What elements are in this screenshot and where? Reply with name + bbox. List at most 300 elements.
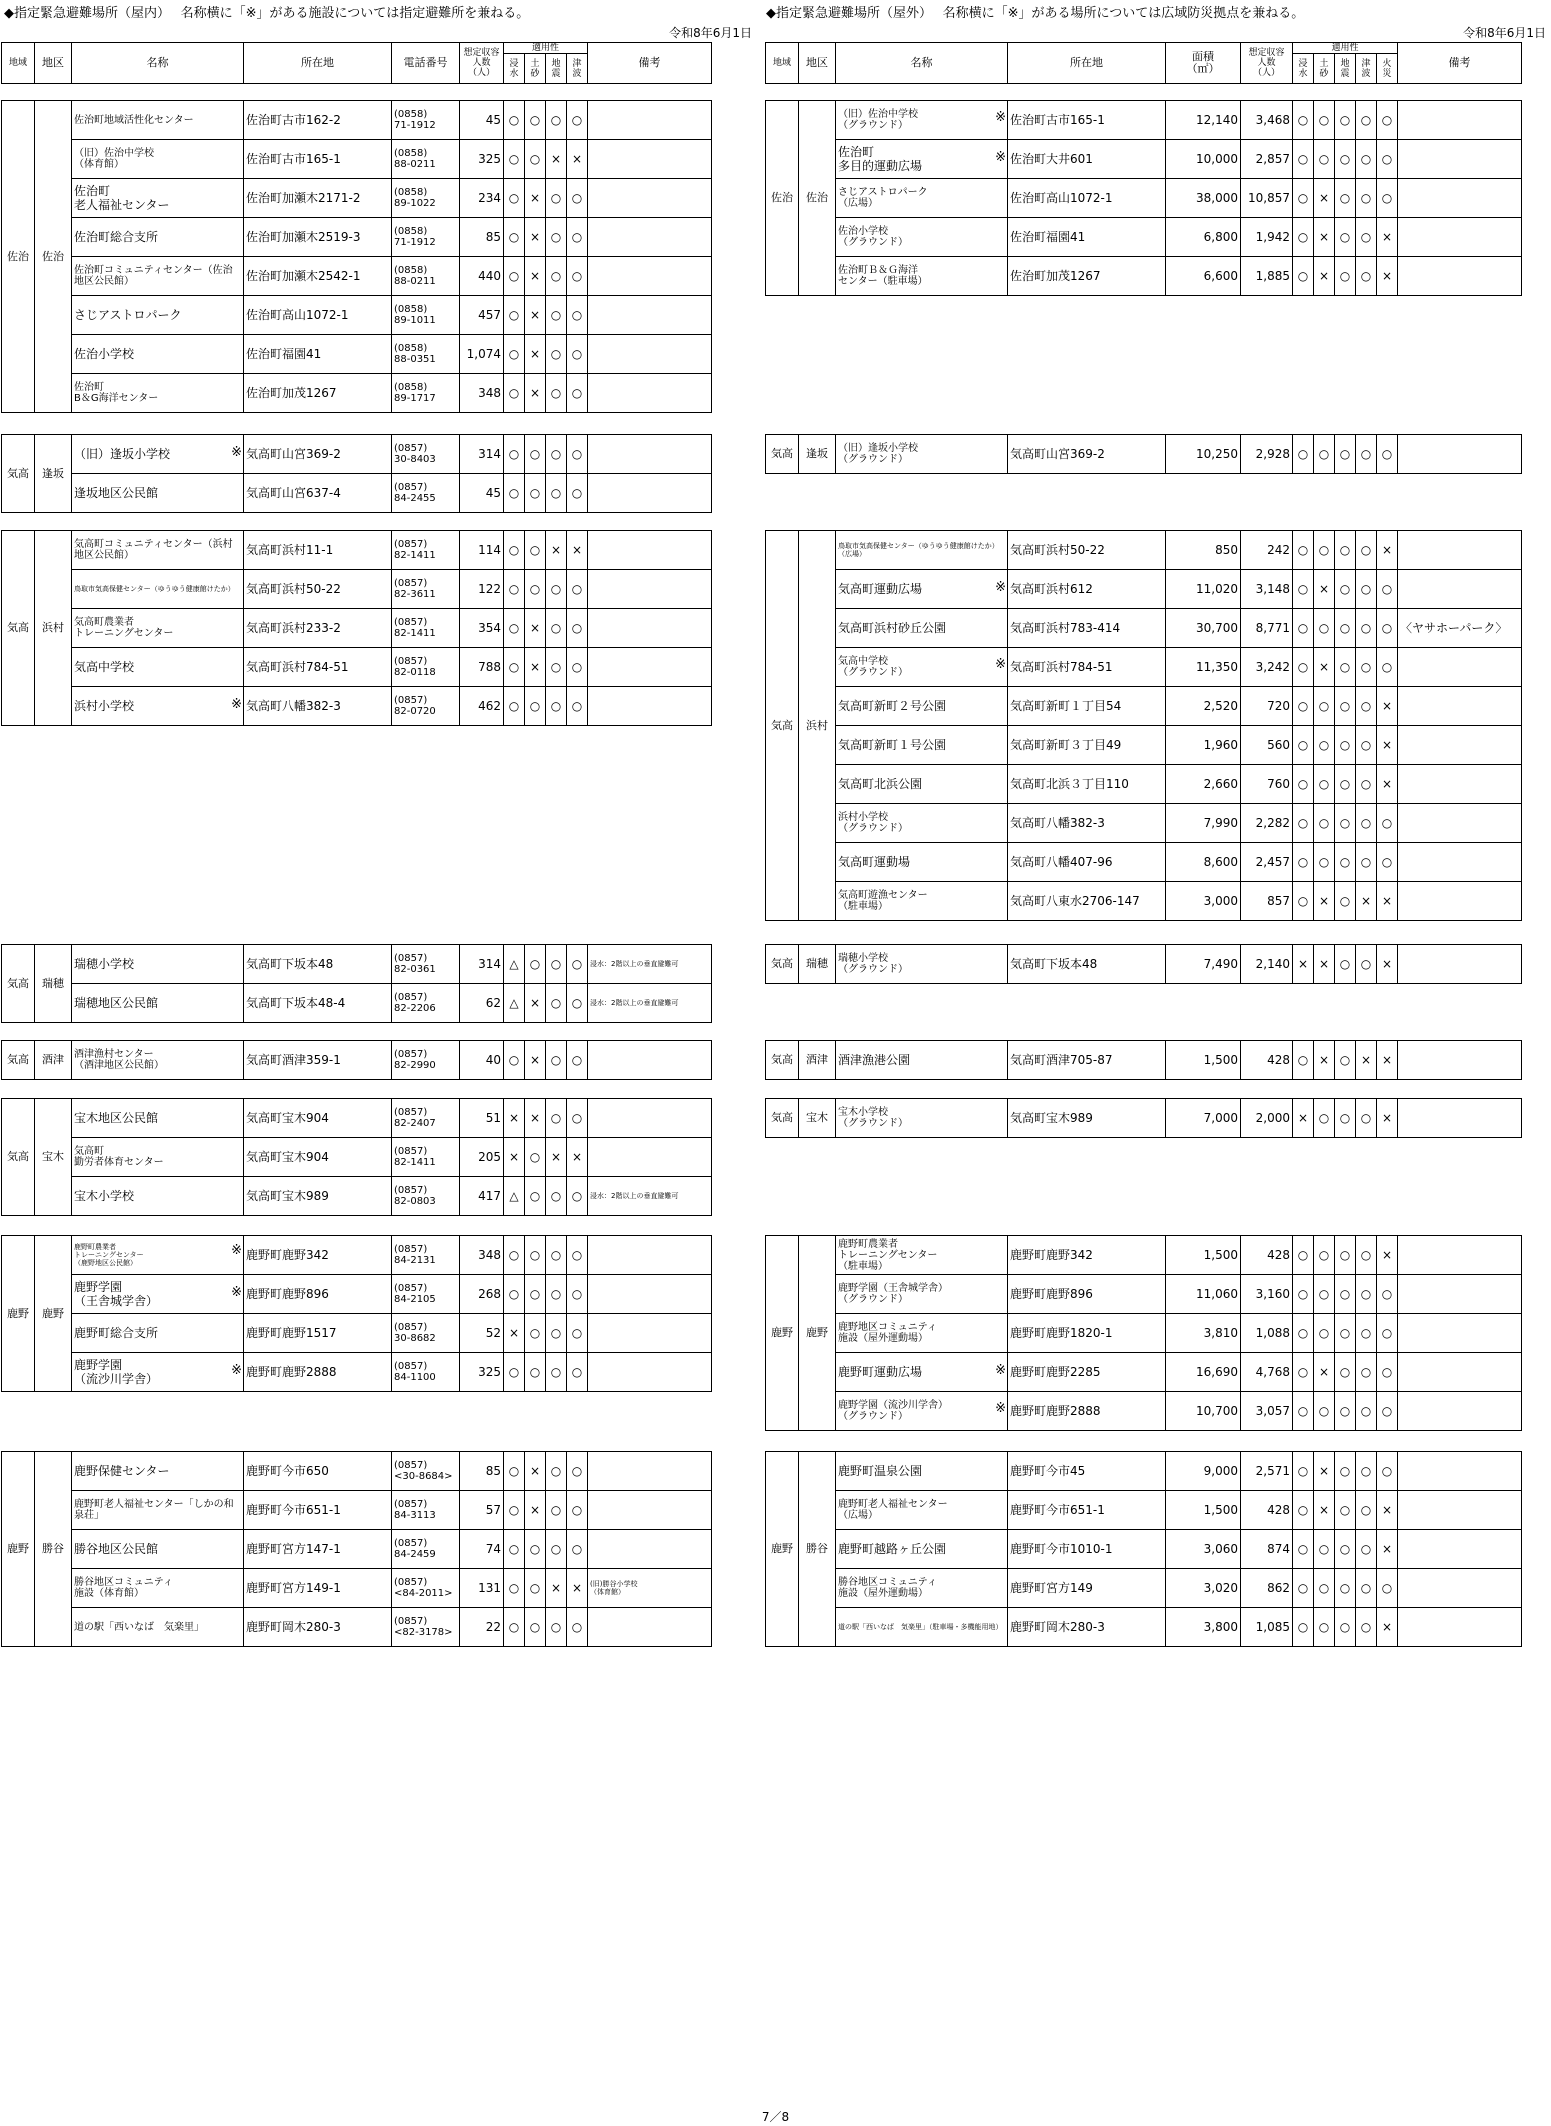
suitability-tsu: ○ — [1356, 101, 1377, 140]
table-row — [2, 648, 712, 687]
header-suitability: 適用性 — [1293, 43, 1398, 54]
address-cell: 鹿野町鹿野896 — [244, 1275, 392, 1314]
suitability-tsu: ○ — [1356, 726, 1377, 765]
suitability-land: ○ — [1314, 1275, 1335, 1314]
facility-name — [836, 1530, 1008, 1569]
remarks-cell — [1398, 435, 1522, 474]
facility-name-text: 鹿野町越路ヶ丘公園 — [838, 1542, 947, 1556]
area-cell: 6,800 — [1166, 218, 1241, 257]
shelter-mark: ※ — [995, 657, 1006, 672]
suitability-flood: ○ — [504, 474, 525, 513]
suitability-flood: △ — [504, 1177, 525, 1216]
phone-cell: (0858) 88-0211 — [392, 140, 460, 179]
suitability-fire: × — [1377, 257, 1398, 296]
facility-name — [836, 843, 1008, 882]
remarks-cell: 浸水：2階以上の垂直避難可 — [588, 984, 712, 1023]
capacity-cell: 457 — [460, 296, 504, 335]
table-row — [766, 1275, 1522, 1314]
suitability-tsu: × — [567, 140, 588, 179]
header-area: 面積 （㎡） — [1166, 43, 1241, 84]
suitability-flood: ○ — [1293, 435, 1314, 474]
remarks-cell — [588, 257, 712, 296]
table-row — [2, 101, 712, 140]
remarks-cell — [1398, 945, 1522, 984]
suitability-fire: ○ — [1377, 1452, 1398, 1491]
phone-cell: (0858) 89-1717 — [392, 374, 460, 413]
facility-name-text: 鹿野町運動広場 — [838, 1365, 923, 1379]
suitability-flood: ○ — [1293, 843, 1314, 882]
phone-cell: (0857) 84-1100 — [392, 1353, 460, 1392]
capacity-cell: 85 — [460, 218, 504, 257]
shelter-mark: ※ — [995, 580, 1006, 595]
region-cell: 気高 — [766, 435, 799, 474]
capacity-cell: 2,457 — [1241, 843, 1293, 882]
facility-name-text: （旧）逢坂小学校 （グラウンド） — [838, 443, 918, 465]
suitability-eq: ○ — [1335, 882, 1356, 921]
suitability-land: ○ — [525, 140, 546, 179]
suitability-tsu: ○ — [1356, 945, 1377, 984]
suitability-land: ○ — [525, 1138, 546, 1177]
suitability-tsu: ○ — [1356, 140, 1377, 179]
shelter-mark: ※ — [231, 445, 242, 460]
suitability-eq: ○ — [1335, 257, 1356, 296]
remarks-cell — [588, 179, 712, 218]
table-row — [2, 570, 712, 609]
table-row — [766, 1392, 1522, 1431]
suitability-flood: ○ — [1293, 726, 1314, 765]
suitability-eq: ○ — [546, 687, 567, 726]
remarks-cell — [1398, 648, 1522, 687]
header-address: 所在地 — [244, 43, 392, 84]
area-cell: 850 — [1166, 531, 1241, 570]
district-cell: 浜村 — [35, 531, 72, 726]
suitability-eq: ○ — [1335, 1099, 1356, 1138]
facility-name-text: 鹿野学園 （王舎城学舎） — [74, 1280, 159, 1308]
facility-name — [72, 335, 244, 374]
suitability-flood: ○ — [1293, 257, 1314, 296]
suitability-fire: × — [1377, 1099, 1398, 1138]
capacity-cell: 1,085 — [1241, 1608, 1293, 1647]
suitability-fire: × — [1377, 1608, 1398, 1647]
table-row — [766, 140, 1522, 179]
phone-cell: (0857) 30-8682 — [392, 1314, 460, 1353]
suitability-flood: ○ — [1293, 648, 1314, 687]
suitability-tsu: × — [567, 1138, 588, 1177]
facility-name-text: 道の駅「西いなば 気楽里」 — [74, 1621, 204, 1633]
phone-cell: (0857) 82-1411 — [392, 531, 460, 570]
remarks-cell — [1398, 257, 1522, 296]
address-cell: 気高町下坂本48 — [244, 945, 392, 984]
suitability-eq: ○ — [1335, 843, 1356, 882]
suitability-land: ○ — [1314, 531, 1335, 570]
capacity-cell: 3,468 — [1241, 101, 1293, 140]
suitability-eq: ○ — [546, 1275, 567, 1314]
suitability-eq: ○ — [1335, 1608, 1356, 1647]
remarks-cell — [1398, 1530, 1522, 1569]
suitability-flood: ○ — [504, 1353, 525, 1392]
facility-name-text: 酒津漁村センター （酒津地区公民館） — [74, 1049, 164, 1071]
remarks-cell — [588, 1491, 712, 1530]
suitability-flood: ○ — [1293, 882, 1314, 921]
facility-name-text: 気高町運動広場 — [838, 582, 923, 596]
header-chiiki: 地域 — [2, 43, 35, 84]
suitability-eq: ○ — [546, 1608, 567, 1647]
address-cell: 気高町八幡382-3 — [244, 687, 392, 726]
suitability-eq: ○ — [546, 1099, 567, 1138]
area-cell: 1,500 — [1166, 1491, 1241, 1530]
suitability-eq: × — [546, 531, 567, 570]
capacity-cell: 45 — [460, 101, 504, 140]
remarks-cell — [1398, 726, 1522, 765]
facility-name — [72, 1491, 244, 1530]
suitability-land: × — [1314, 1041, 1335, 1080]
table-row — [2, 1099, 712, 1138]
region-cell: 佐治 — [766, 101, 799, 296]
area-cell: 16,690 — [1166, 1353, 1241, 1392]
table-row — [766, 648, 1522, 687]
remarks-cell — [1398, 140, 1522, 179]
shelter-mark: ※ — [231, 1243, 242, 1258]
facility-name — [836, 218, 1008, 257]
facility-name-text: 佐治町Ｂ＆Ｇ海洋 センター（駐車場） — [838, 265, 928, 287]
facility-name-text: 勝谷地区コミュニティ 施設（体育館） — [74, 1577, 173, 1599]
facility-name — [836, 1041, 1008, 1080]
suitability-tsu: ○ — [1356, 218, 1377, 257]
header-remarks: 備考 — [588, 43, 712, 84]
capacity-cell: 57 — [460, 1491, 504, 1530]
remarks-cell — [1398, 1353, 1522, 1392]
table-row — [766, 1099, 1522, 1138]
capacity-cell: 234 — [460, 179, 504, 218]
suitability-flood: ○ — [504, 1608, 525, 1647]
suitability-flood: ○ — [1293, 1392, 1314, 1431]
capacity-cell: 131 — [460, 1569, 504, 1608]
table-row — [766, 1236, 1522, 1275]
address-cell: 鹿野町鹿野896 — [1008, 1275, 1166, 1314]
table-row — [766, 570, 1522, 609]
header-landslide: 土砂 — [1314, 54, 1335, 84]
area-cell: 1,960 — [1166, 726, 1241, 765]
suitability-tsu: ○ — [567, 945, 588, 984]
suitability-land: × — [1314, 1491, 1335, 1530]
suitability-fire: × — [1377, 882, 1398, 921]
suitability-tsu: ○ — [1356, 179, 1377, 218]
table-row — [766, 101, 1522, 140]
suitability-eq: ○ — [1335, 1530, 1356, 1569]
suitability-tsu: ○ — [567, 687, 588, 726]
address-cell: 気高町宝木904 — [244, 1138, 392, 1177]
suitability-eq: ○ — [1335, 218, 1356, 257]
facility-name-text: 浜村小学校 — [74, 699, 135, 713]
phone-cell: (0858) 89-1011 — [392, 296, 460, 335]
header-tsunami: 津波 — [567, 54, 588, 84]
remarks-cell — [588, 296, 712, 335]
facility-name-text: 気高町農業者 トレーニングセンター — [74, 617, 174, 639]
address-cell: 気高町宝木904 — [244, 1099, 392, 1138]
suitability-flood: ○ — [1293, 804, 1314, 843]
remarks-cell — [588, 1530, 712, 1569]
phone-cell: (0858) 71-1912 — [392, 218, 460, 257]
remarks-cell — [588, 218, 712, 257]
suitability-flood: ○ — [1293, 1608, 1314, 1647]
table-row — [766, 1353, 1522, 1392]
suitability-eq: ○ — [546, 945, 567, 984]
suitability-fire: ○ — [1377, 609, 1398, 648]
area-cell: 10,700 — [1166, 1392, 1241, 1431]
facility-name-text: 勝谷地区コミュニティ 施設（屋外運動場） — [838, 1577, 937, 1599]
table-row — [2, 1177, 712, 1216]
suitability-fire: ○ — [1377, 1392, 1398, 1431]
table-row — [766, 609, 1522, 648]
suitability-tsu: ○ — [567, 984, 588, 1023]
suitability-flood: ○ — [1293, 179, 1314, 218]
remarks-cell — [588, 1099, 712, 1138]
phone-cell: (0857) 82-1411 — [392, 609, 460, 648]
address-cell: 佐治町加茂1267 — [1008, 257, 1166, 296]
address-cell: 気高町八幡407-96 — [1008, 843, 1166, 882]
suitability-eq: ○ — [1335, 1353, 1356, 1392]
area-cell: 7,490 — [1166, 945, 1241, 984]
region-cell: 気高 — [766, 531, 799, 921]
suitability-land: × — [1314, 1353, 1335, 1392]
table-row — [2, 1236, 712, 1275]
facility-name — [72, 687, 244, 726]
suitability-flood: ○ — [1293, 1491, 1314, 1530]
suitability-land: × — [1314, 257, 1335, 296]
suitability-land: ○ — [1314, 1099, 1335, 1138]
suitability-land: ○ — [1314, 1314, 1335, 1353]
suitability-tsu: ○ — [567, 296, 588, 335]
remarks-cell — [1398, 687, 1522, 726]
region-cell: 鹿野 — [2, 1236, 35, 1392]
suitability-eq: × — [546, 140, 567, 179]
address-cell: 気高町酒津705-87 — [1008, 1041, 1166, 1080]
facility-name-text: 鹿野町老人福祉センター （広場） — [838, 1499, 948, 1521]
capacity-cell: 8,771 — [1241, 609, 1293, 648]
facility-name — [72, 648, 244, 687]
suitability-eq: ○ — [1335, 945, 1356, 984]
facility-name-text: 佐治町地域活性化センター — [74, 114, 194, 126]
capacity-cell: 45 — [460, 474, 504, 513]
suitability-tsu: ○ — [1356, 1099, 1377, 1138]
table-row — [2, 531, 712, 570]
phone-cell: (0857) 82-1411 — [392, 1138, 460, 1177]
capacity-cell: 40 — [460, 1041, 504, 1080]
facility-name — [836, 1275, 1008, 1314]
suitability-flood: ○ — [504, 1041, 525, 1080]
header-chiiki: 地域 — [766, 43, 799, 84]
suitability-flood: ○ — [1293, 1530, 1314, 1569]
outdoor-group-4 — [765, 1040, 1522, 1080]
address-cell: 鹿野町宮方149-1 — [244, 1569, 392, 1608]
suitability-land: × — [1314, 570, 1335, 609]
facility-name — [836, 765, 1008, 804]
area-cell: 10,000 — [1166, 140, 1241, 179]
outdoor-group-5 — [765, 1098, 1522, 1138]
remarks-cell — [1398, 179, 1522, 218]
remarks-cell — [1398, 1314, 1522, 1353]
suitability-tsu: ○ — [567, 609, 588, 648]
remarks-cell — [588, 435, 712, 474]
capacity-cell: 325 — [460, 1353, 504, 1392]
facility-name — [72, 435, 244, 474]
capacity-cell: 1,074 — [460, 335, 504, 374]
suitability-land: ○ — [525, 1177, 546, 1216]
suitability-land: × — [525, 1041, 546, 1080]
suitability-fire: ○ — [1377, 648, 1398, 687]
facility-name-text: 気高中学校 （グラウンド） — [838, 656, 908, 678]
suitability-fire: × — [1377, 687, 1398, 726]
suitability-flood: ○ — [504, 1236, 525, 1275]
suitability-eq: × — [546, 1569, 567, 1608]
suitability-tsu: ○ — [1356, 1314, 1377, 1353]
header-capacity: 想定収容 人数 （人） — [460, 43, 504, 84]
district-cell: 瑞穂 — [35, 945, 72, 1023]
suitability-flood: × — [504, 1138, 525, 1177]
facility-name — [72, 1569, 244, 1608]
suitability-land: × — [525, 335, 546, 374]
suitability-flood: ○ — [1293, 531, 1314, 570]
suitability-eq: ○ — [1335, 609, 1356, 648]
phone-cell: (0857) <82-3178> — [392, 1608, 460, 1647]
table-row — [766, 945, 1522, 984]
suitability-eq: ○ — [546, 1177, 567, 1216]
indoor-table-header — [1, 42, 712, 84]
suitability-tsu: ○ — [567, 474, 588, 513]
remarks-cell — [1398, 1041, 1522, 1080]
suitability-tsu: ○ — [1356, 257, 1377, 296]
address-cell: 気高町浜村612 — [1008, 570, 1166, 609]
facility-name-text: 鹿野町老人福祉センター「しかの和泉荘」 — [74, 1499, 234, 1521]
table-row — [766, 1608, 1522, 1647]
facility-name — [836, 945, 1008, 984]
facility-name-text: 鹿野町農業者 トレーニングセンター （鹿野地区公民館） — [74, 1243, 144, 1267]
area-cell: 38,000 — [1166, 179, 1241, 218]
suitability-tsu: ○ — [1356, 765, 1377, 804]
suitability-eq: ○ — [1335, 140, 1356, 179]
facility-name — [72, 257, 244, 296]
capacity-cell: 114 — [460, 531, 504, 570]
suitability-fire: × — [1377, 531, 1398, 570]
table-row — [766, 1491, 1522, 1530]
table-row — [766, 726, 1522, 765]
address-cell: 佐治町古市165-1 — [244, 140, 392, 179]
suitability-flood: ○ — [504, 140, 525, 179]
address-cell: 鹿野町鹿野342 — [1008, 1236, 1166, 1275]
facility-name — [836, 179, 1008, 218]
suitability-flood: ○ — [504, 335, 525, 374]
facility-name — [72, 1530, 244, 1569]
suitability-land: ○ — [1314, 435, 1335, 474]
area-cell: 30,700 — [1166, 609, 1241, 648]
region-cell: 気高 — [766, 1099, 799, 1138]
district-cell: 鹿野 — [35, 1236, 72, 1392]
address-cell: 鹿野町鹿野2888 — [1008, 1392, 1166, 1431]
facility-name-text: さじアストロパーク （広場） — [838, 187, 928, 209]
suitability-eq: ○ — [546, 1314, 567, 1353]
suitability-eq: ○ — [1335, 1314, 1356, 1353]
phone-cell: (0857) 82-0361 — [392, 945, 460, 984]
remarks-cell — [1398, 765, 1522, 804]
facility-name — [836, 531, 1008, 570]
area-cell: 10,250 — [1166, 435, 1241, 474]
table-row — [2, 335, 712, 374]
suitability-tsu: ○ — [567, 1314, 588, 1353]
capacity-cell: 314 — [460, 945, 504, 984]
outdoor-date: 令和8年6月1日 — [1463, 26, 1546, 40]
remarks-cell — [1398, 570, 1522, 609]
header-remarks: 備考 — [1398, 43, 1522, 84]
suitability-flood: ○ — [1293, 1041, 1314, 1080]
facility-name-text: 酒津漁港公園 — [838, 1053, 911, 1067]
facility-name — [836, 1608, 1008, 1647]
area-cell: 7,000 — [1166, 1099, 1241, 1138]
address-cell: 気高町浜村784-51 — [244, 648, 392, 687]
table-row — [2, 687, 712, 726]
facility-name-text: 鹿野町農業者 トレーニングセンター （駐車場） — [838, 1238, 938, 1272]
address-cell: 気高町山宮637-4 — [244, 474, 392, 513]
area-cell: 11,020 — [1166, 570, 1241, 609]
suitability-eq: ○ — [546, 1530, 567, 1569]
header-flood: 浸水 — [1293, 54, 1314, 84]
remarks-cell — [588, 474, 712, 513]
shelter-mark: ※ — [995, 1363, 1006, 1378]
suitability-land: × — [525, 1099, 546, 1138]
outdoor-group-6 — [765, 1235, 1522, 1431]
facility-name — [836, 570, 1008, 609]
suitability-land: ○ — [1314, 101, 1335, 140]
district-cell: 宝木 — [799, 1099, 836, 1138]
remarks-cell — [588, 648, 712, 687]
capacity-cell: 2,000 — [1241, 1099, 1293, 1138]
facility-name — [72, 474, 244, 513]
outdoor-group-0 — [765, 100, 1522, 296]
facility-name — [836, 687, 1008, 726]
suitability-eq: ○ — [1335, 1275, 1356, 1314]
capacity-cell: 325 — [460, 140, 504, 179]
indoor-group-6 — [1, 1235, 712, 1392]
facility-name-text: （旧）佐治中学校 （グラウンド） — [838, 109, 918, 131]
facility-name — [836, 1392, 1008, 1431]
suitability-eq: ○ — [546, 1452, 567, 1491]
suitability-fire: × — [1377, 218, 1398, 257]
suitability-eq: ○ — [546, 218, 567, 257]
suitability-fire: ○ — [1377, 1314, 1398, 1353]
suitability-tsu: ○ — [567, 1353, 588, 1392]
suitability-flood: ○ — [1293, 570, 1314, 609]
suitability-fire: ○ — [1377, 570, 1398, 609]
suitability-land: ○ — [1314, 726, 1335, 765]
phone-cell: (0857) 84-3113 — [392, 1491, 460, 1530]
suitability-tsu: ○ — [1356, 1236, 1377, 1275]
suitability-flood: ○ — [504, 257, 525, 296]
region-cell: 鹿野 — [2, 1452, 35, 1647]
shelter-mark: ※ — [995, 1401, 1006, 1416]
suitability-tsu: ○ — [1356, 1530, 1377, 1569]
facility-name-text: 鹿野町総合支所 — [74, 1326, 159, 1340]
suitability-land: × — [1314, 179, 1335, 218]
area-cell: 2,520 — [1166, 687, 1241, 726]
capacity-cell: 205 — [460, 1138, 504, 1177]
remarks-cell: 浸水：2階以上の垂直避難可 — [588, 1177, 712, 1216]
facility-name — [72, 1099, 244, 1138]
suitability-land: ○ — [1314, 1608, 1335, 1647]
suitability-tsu: × — [567, 531, 588, 570]
suitability-land: ○ — [525, 474, 546, 513]
capacity-cell: 122 — [460, 570, 504, 609]
table-row — [766, 1041, 1522, 1080]
suitability-flood: ○ — [504, 1530, 525, 1569]
